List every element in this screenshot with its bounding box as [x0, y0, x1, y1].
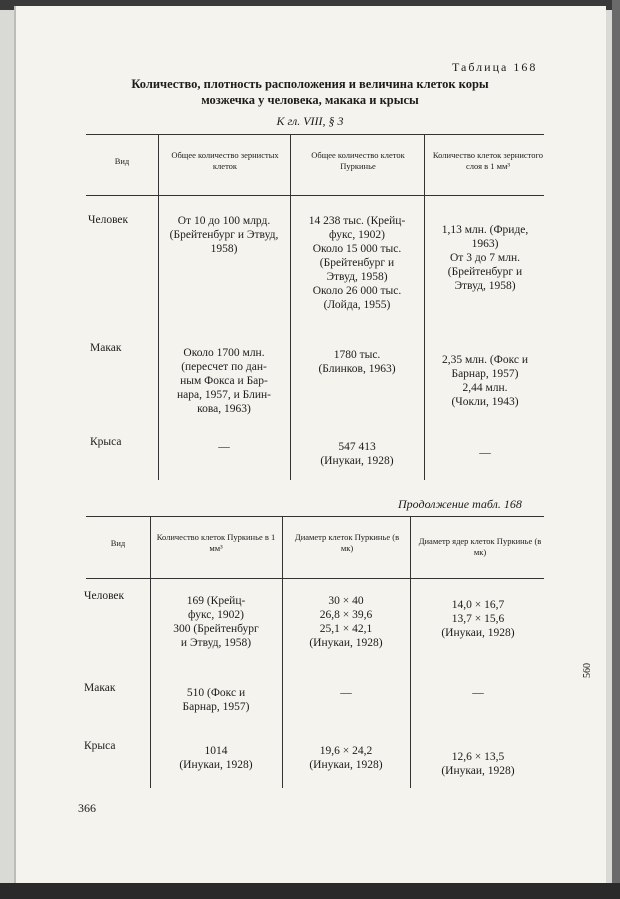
t1-cell: 14 238 тыс. (Крейц- фукс, 1902) Около 15 000 тыс. (Брейтенбург и Этвуд, 1958) Около 26 000 тыс. (Лойда, 1955): [308, 215, 406, 311]
t2-header-purkinje-density: Количество клеток Пуркинье в 1 мм³: [156, 532, 276, 553]
t1-row-label: Человек: [88, 214, 129, 226]
t2-cell: 12,6 × 13,5 (Инукаи, 1928): [441, 751, 515, 777]
t2-cell: 19,6 × 24,2 (Инукаи, 1928): [309, 745, 383, 771]
t1-header-purkinje-total: Общее количество клеток Пуркинье: [311, 150, 405, 171]
t1-cell: Около 1700 млн. (пересчет по дан- ным Фокса и Бар- нара, 1957, и Блин- кова, 1963): [177, 347, 271, 415]
t1-header-species: Вид: [114, 156, 130, 166]
t1-cell: От 10 до 100 млрд. (Брейтенбург и Этвуд, 1958): [169, 215, 279, 255]
t1-header-granule-density: Количество клеток зернистого слоя в 1 мм³: [432, 150, 544, 171]
side-number: 560: [582, 663, 593, 678]
t2-cell: 169 (Крейц- фукс, 1902) 300 (Брейтенбург и Этвуд, 1958): [173, 595, 259, 649]
t1-cell: 547 413 (Инукаи, 1928): [320, 441, 394, 467]
t2-cell: 1014 (Инукаи, 1928): [179, 745, 253, 771]
t2-header-species: Вид: [110, 538, 126, 548]
t2-header-nucleus-diameter: Диаметр ядер клеток Пуркинье (в мк): [418, 536, 542, 557]
t2-row-label: Крыса: [84, 740, 116, 752]
t2-cell: —: [340, 687, 352, 699]
table-title-line-2: мозжечка у человека, макака и крысы: [201, 93, 419, 107]
table-continuation-caption: Продолжение табл. 168: [398, 497, 522, 511]
t2-row-label: Макак: [84, 682, 116, 694]
t1-cell: —: [479, 447, 491, 459]
table-title-line-1: Количество, плотность расположения и величина клеток коры: [131, 77, 489, 91]
t2-cell: —: [472, 687, 484, 699]
t2-cell: 510 (Фокс и Барнар, 1957): [182, 687, 250, 713]
t2-cell: 30 × 40 26,8 × 39,6 25,1 × 42,1 (Инукаи, 1928): [309, 595, 383, 649]
scan-right-edge: [612, 0, 620, 899]
t1-cell: 2,35 млн. (Фокс и Барнар, 1957) 2,44 млн. (Чокли, 1943): [441, 354, 529, 408]
t2-header-purkinje-diameter: Диаметр клеток Пуркинье (в мк): [294, 532, 400, 553]
t1-cell: —: [218, 441, 230, 453]
t2-cell: 14,0 × 16,7 13,7 × 15,6 (Инукаи, 1928): [441, 599, 515, 639]
t1-cell: 1,13 млн. (Фриде, 1963) От 3 до 7 млн. (Брейтенбург и Этвуд, 1958): [441, 224, 529, 292]
t1-header-granule-total: Общее количество зернистых клеток: [171, 150, 279, 171]
table-number: Таблица 168: [452, 60, 538, 74]
t1-row-label: Крыса: [90, 436, 122, 448]
scan-bottom-edge: [0, 883, 620, 899]
chapter-reference: К гл. VIII, § 3: [276, 114, 344, 128]
t1-cell: 1780 тыс. (Блинков, 1963): [318, 349, 396, 375]
t2-row-label: Человек: [84, 590, 125, 602]
t1-row-label: Макак: [90, 342, 122, 354]
page-number: 366: [78, 801, 96, 815]
